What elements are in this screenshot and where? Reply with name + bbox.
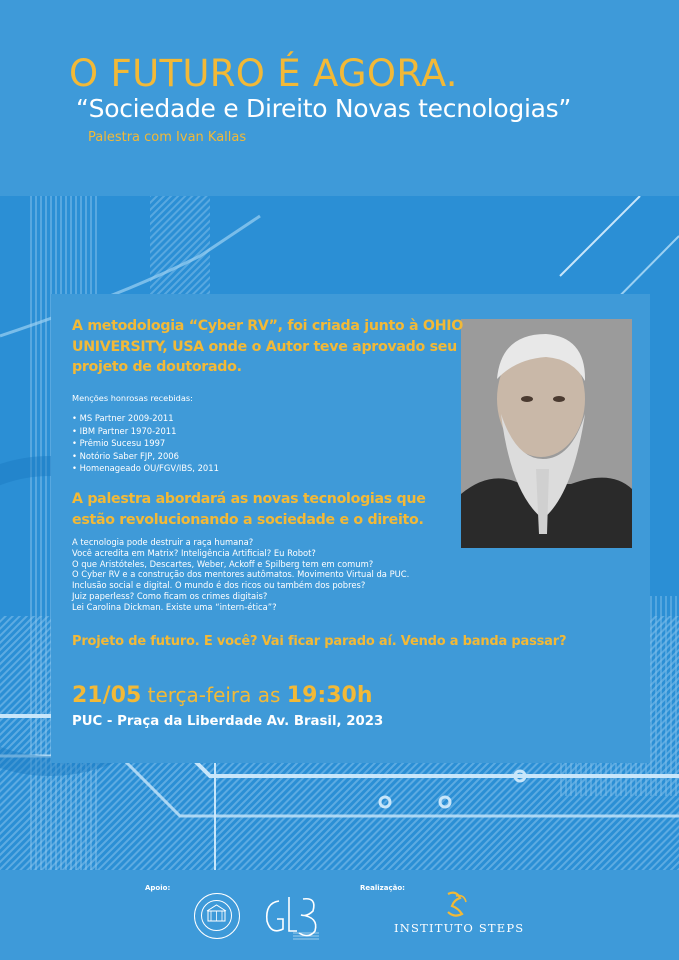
- honors-list: [72, 412, 219, 475]
- seal-emblem-icon: [195, 894, 238, 937]
- glb-logo-icon: [261, 889, 325, 944]
- page-title: O FUTURO É AGORA.: [69, 52, 458, 95]
- list-item: A tecnologia pode destruir a raça humana?: [72, 537, 254, 547]
- honors-title: Menções honrosas recebidas:: [72, 393, 193, 403]
- steps-name: INSTITUTO STEPS: [394, 921, 525, 935]
- list-item: Inclusão social e digital. O mundo é dos ricos ou também dos pobres?: [72, 580, 366, 591]
- list-item: O que Aristóteles, Descartes, Weber, Ackoff e Spilberg tem em comum?: [72, 558, 374, 569]
- list-item: • Prêmio Sucesu 1997: [72, 437, 219, 450]
- list-item: • Notório Saber FJP, 2006: [72, 450, 219, 463]
- speaker-line: Palestra com Ivan Kallas: [88, 130, 247, 145]
- list-item: Você acredita em Matrix? Inteligência Artificial? Eu Robot?: [72, 547, 316, 558]
- glb-monogram-icon: [261, 889, 325, 944]
- academic-seal-icon: [194, 893, 240, 939]
- event-weekday: terça-feira as: [141, 683, 287, 707]
- closing-line: Projeto de futuro. E você? Vai ficar parado aí. Vendo a banda passar?: [72, 634, 567, 649]
- event-venue: PUC - Praça da Liberdade Av. Brasil, 2023: [72, 714, 384, 729]
- list-item: • Homenageado OU/FGV/IBS, 2011: [72, 462, 219, 475]
- talk-description: A palestra abordará as novas tecnologias que estão revolucionando a sociedade e o direito.: [72, 491, 426, 528]
- list-item: O Cyber RV e a construção dos mentores autômatos. Movimento Virtual da PUC.: [72, 569, 410, 580]
- footer-band: [0, 870, 679, 960]
- page-subtitle: “Sociedade e Direito Novas tecnologias”: [76, 94, 572, 123]
- list-item: Juiz paperless? Como ficam os crimes digitais?: [72, 590, 268, 601]
- support-label: Apoio:: [145, 884, 171, 892]
- list-item: • IBM Partner 1970-2011: [72, 425, 219, 438]
- steps-emblem-icon: [390, 890, 530, 920]
- list-item: • MS Partner 2009-2011: [72, 412, 219, 425]
- event-date-time: [72, 683, 373, 708]
- speaker-portrait-icon: [461, 319, 632, 548]
- realization-label: Realização:: [360, 884, 405, 892]
- list-item: Lei Carolina Dickman. Existe uma “intern-ética”?: [72, 601, 277, 612]
- event-date: 21/05: [72, 683, 142, 708]
- lead-text: A metodologia “Cyber RV”, foi criada junto à OHIO UNIVERSITY, USA onde o Autor teve aprovado seu projeto de doutorado.: [72, 318, 464, 375]
- questions-list: [72, 537, 409, 613]
- speaker-photo: [461, 319, 632, 548]
- event-time: 19:30h: [286, 683, 373, 708]
